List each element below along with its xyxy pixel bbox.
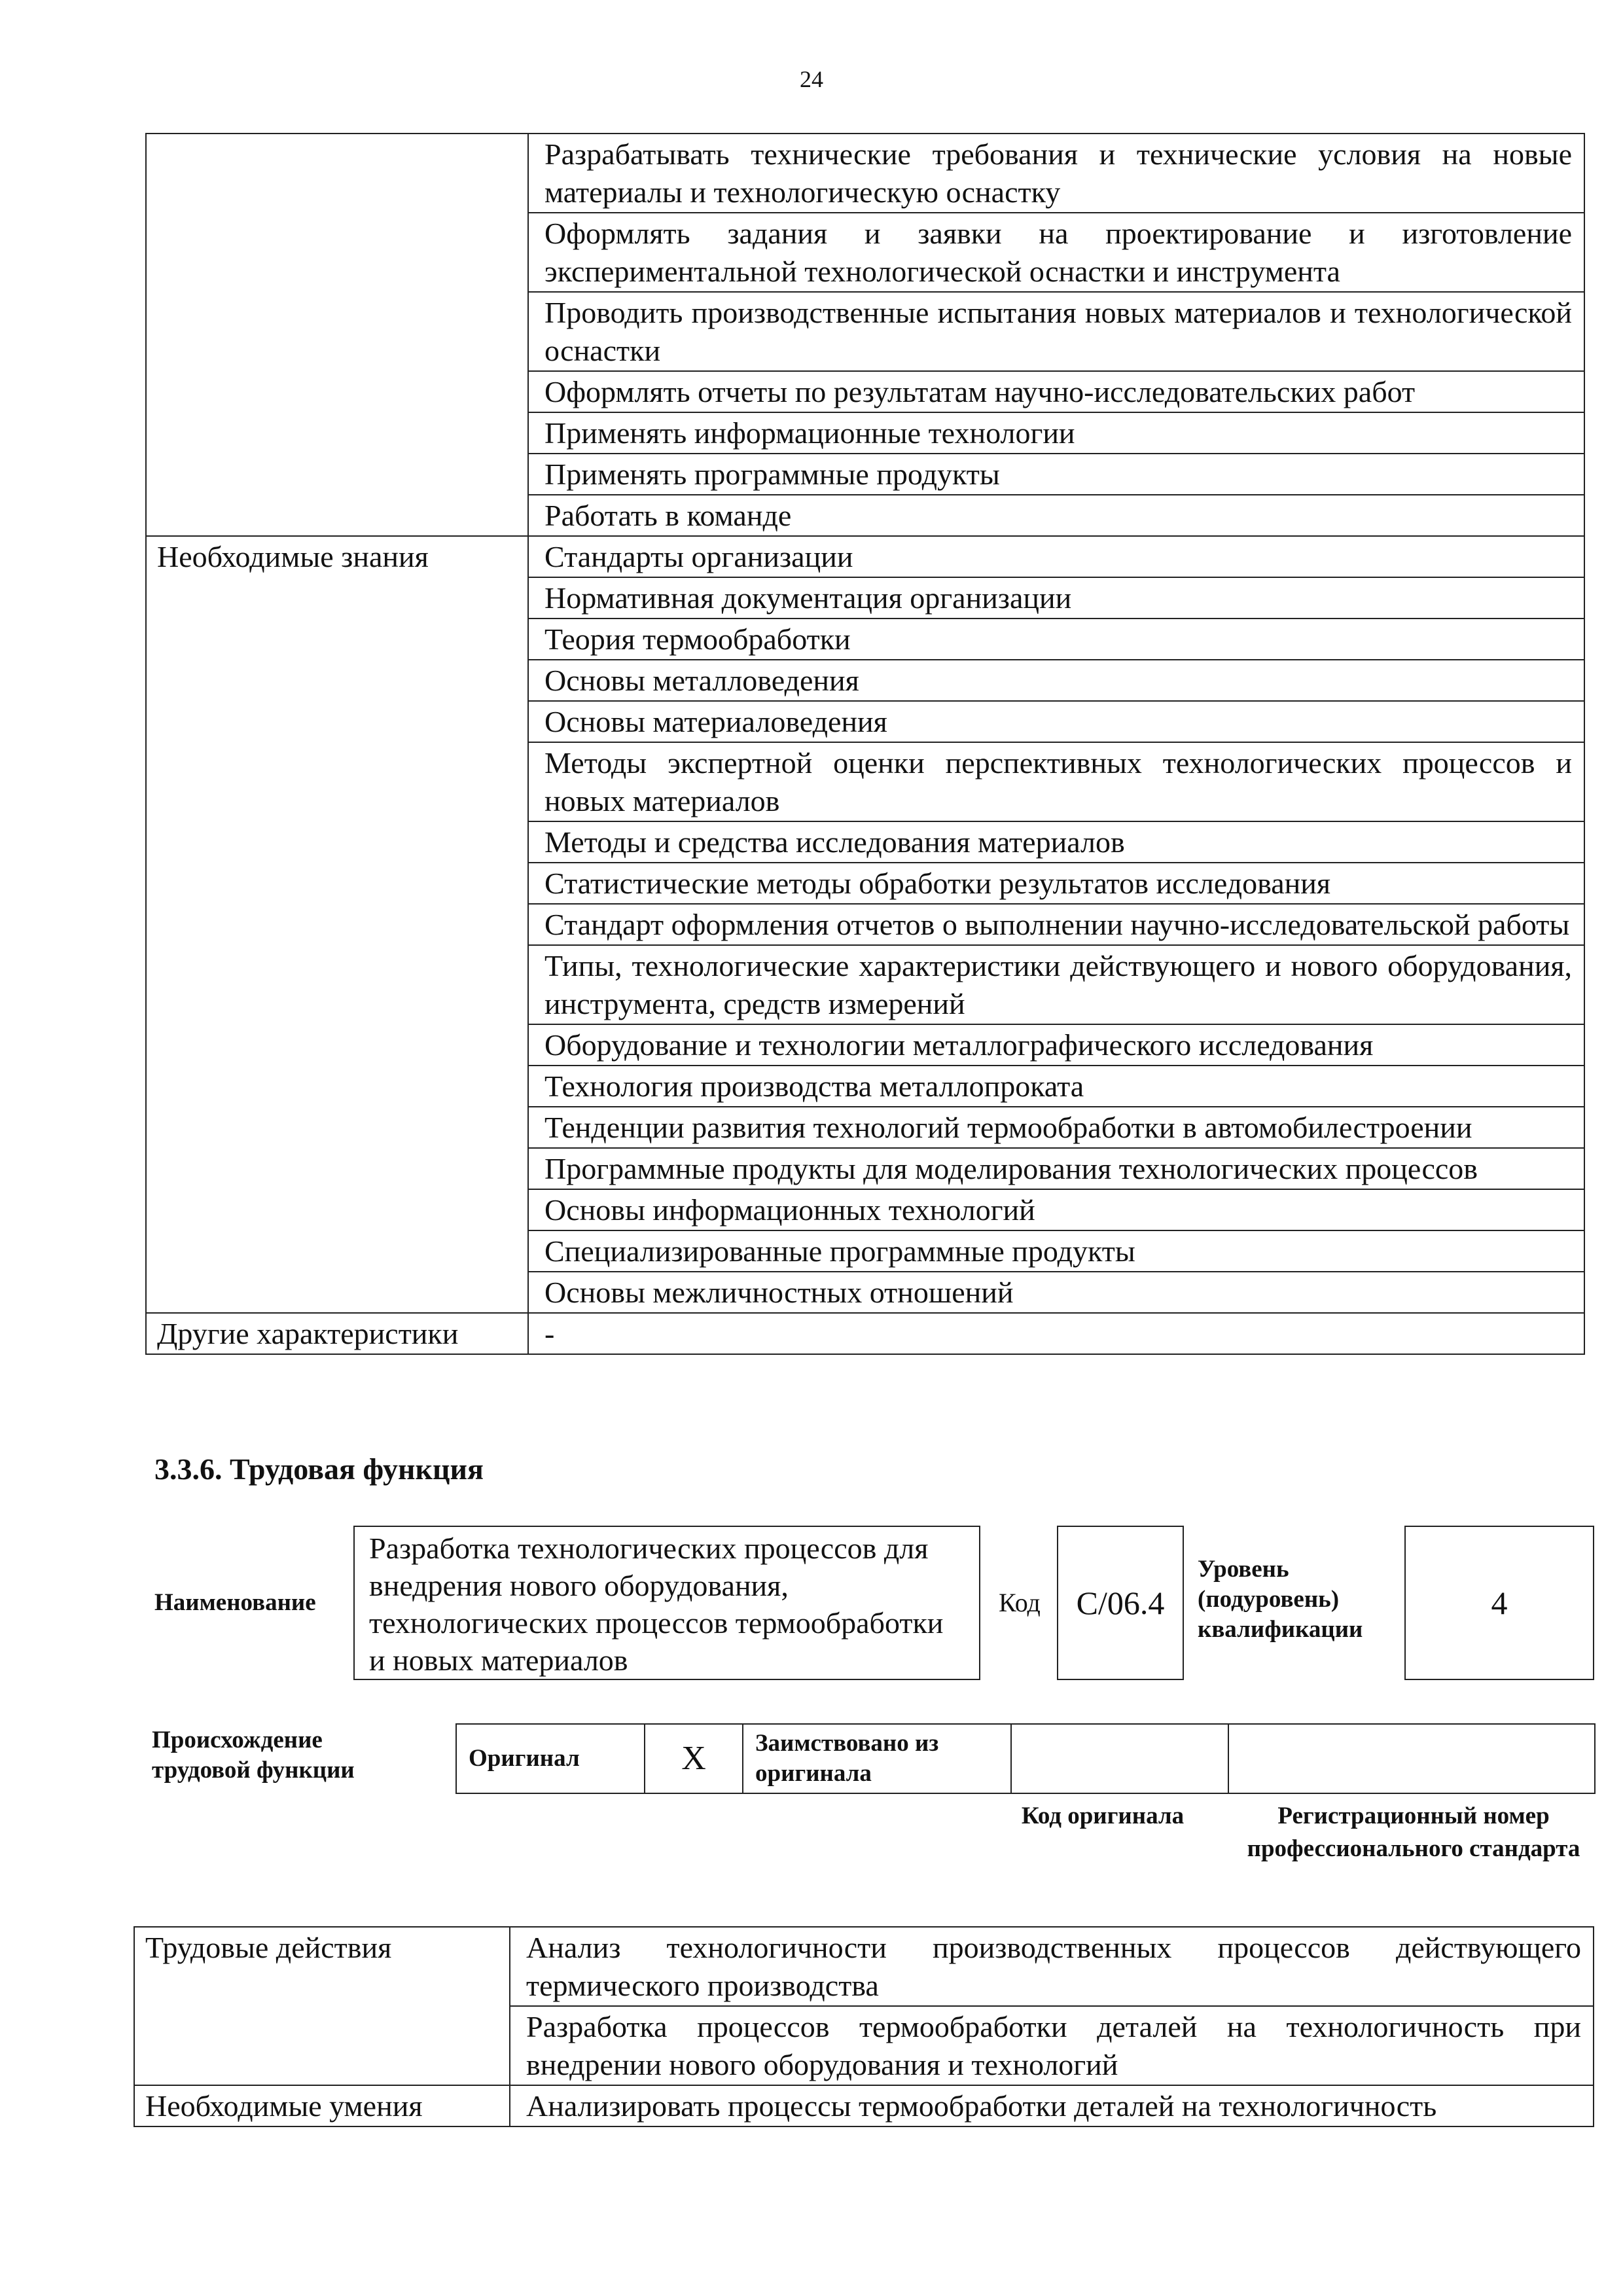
actions-label: Трудовые действия bbox=[134, 1927, 510, 2085]
table-row bbox=[146, 134, 1584, 213]
origin-reg-label: Регистрационный номер профессионального стандарта bbox=[1247, 1803, 1580, 1862]
level-value-box: 4 bbox=[1404, 1526, 1594, 1680]
knowledge-item: Основы информационных технологий bbox=[528, 1189, 1584, 1230]
table-row bbox=[456, 1724, 1595, 1793]
skill-item: Применять информационные технологии bbox=[528, 412, 1584, 454]
knowledge-item: Технология производства металлопроката bbox=[528, 1066, 1584, 1107]
origin-reg-cell bbox=[1228, 1724, 1595, 1793]
origin-label: Происхождение трудовой функции bbox=[152, 1727, 355, 1784]
code-label: Код bbox=[999, 1588, 1041, 1617]
origin-table bbox=[455, 1723, 1596, 1794]
knowledge-skills-table bbox=[145, 133, 1585, 1355]
skill-item: Проводить производственные испытания новых материалов и технологической оснастки bbox=[528, 292, 1584, 371]
section-heading: 3.3.6. Трудовая функция bbox=[154, 1452, 484, 1486]
knowledge-label: Необходимые знания bbox=[146, 536, 528, 1313]
page-number: 24 bbox=[800, 66, 823, 92]
origin-code-cell bbox=[1011, 1724, 1228, 1793]
skill-item: Разрабатывать технические требования и технические условия на новые материалы и технологическую оснастку bbox=[528, 134, 1584, 213]
knowledge-item: Основы межличностных отношений bbox=[528, 1272, 1584, 1313]
knowledge-item: Оборудование и технологии металлографического исследования bbox=[528, 1024, 1584, 1066]
origin-original-cell: Оригинал bbox=[456, 1724, 645, 1793]
other-value: - bbox=[528, 1313, 1584, 1354]
origin-code-label: Код оригинала bbox=[1021, 1803, 1185, 1829]
table-row bbox=[134, 2085, 1594, 2126]
knowledge-item: Нормативная документация организации bbox=[528, 577, 1584, 619]
skill-item: Оформлять отчеты по результатам научно-исследовательских работ bbox=[528, 371, 1584, 412]
knowledge-item: Стандарт оформления отчетов о выполнении научно-исследовательской работы bbox=[528, 904, 1584, 945]
table-row bbox=[146, 536, 1584, 577]
origin-borrowed-cell: Заимствовано из оригинала bbox=[743, 1724, 1011, 1793]
knowledge-item: Типы, технологические характеристики действующего и нового оборудования, инструмента, средств измерений bbox=[528, 945, 1584, 1024]
action-item: Разработка процессов термообработки деталей на технологичность при внедрении нового оборудования и технологий bbox=[510, 2006, 1594, 2085]
knowledge-item: Методы экспертной оценки перспективных технологических процессов и новых материалов bbox=[528, 742, 1584, 821]
knowledge-item: Основы металловедения bbox=[528, 660, 1584, 701]
code-value-box: С/06.4 bbox=[1057, 1526, 1184, 1680]
knowledge-item: Основы материаловедения bbox=[528, 701, 1584, 742]
table-row bbox=[134, 1927, 1594, 2006]
action-item: Анализ технологичности производственных процессов действующего термического производства bbox=[510, 1927, 1594, 2006]
actions-skills-table bbox=[134, 1926, 1594, 2127]
name-label: Наименование bbox=[154, 1589, 316, 1616]
knowledge-item: Стандарты организации bbox=[528, 536, 1584, 577]
skill-item: Оформлять задания и заявки на проектирование и изготовление экспериментальной технологической оснастки и инструмента bbox=[528, 213, 1584, 292]
other-label: Другие характеристики bbox=[146, 1313, 528, 1354]
knowledge-item: Тенденции развития технологий термообработки в автомобилестроении bbox=[528, 1107, 1584, 1148]
skill-item: Применять программные продукты bbox=[528, 454, 1584, 495]
origin-mark-cell: X bbox=[645, 1724, 743, 1793]
knowledge-item: Программные продукты для моделирования технологических процессов bbox=[528, 1148, 1584, 1189]
skills-label: Необходимые умения bbox=[134, 2085, 510, 2126]
knowledge-item: Методы и средства исследования материалов bbox=[528, 821, 1584, 863]
table-row bbox=[146, 1313, 1584, 1354]
level-label: Уровень (подуровень) квалификации bbox=[1198, 1556, 1363, 1643]
skill-item: Анализировать процессы термообработки деталей на технологичность bbox=[510, 2085, 1594, 2126]
knowledge-item: Теория термообработки bbox=[528, 619, 1584, 660]
skills-label-cell bbox=[146, 134, 528, 536]
function-name-box: Разработка технологических процессов для внедрения нового оборудования, технологических процессов термообработки и новых материалов bbox=[353, 1526, 980, 1680]
skill-item: Работать в команде bbox=[528, 495, 1584, 536]
knowledge-item: Статистические методы обработки результатов исследования bbox=[528, 863, 1584, 904]
knowledge-item: Специализированные программные продукты bbox=[528, 1230, 1584, 1272]
